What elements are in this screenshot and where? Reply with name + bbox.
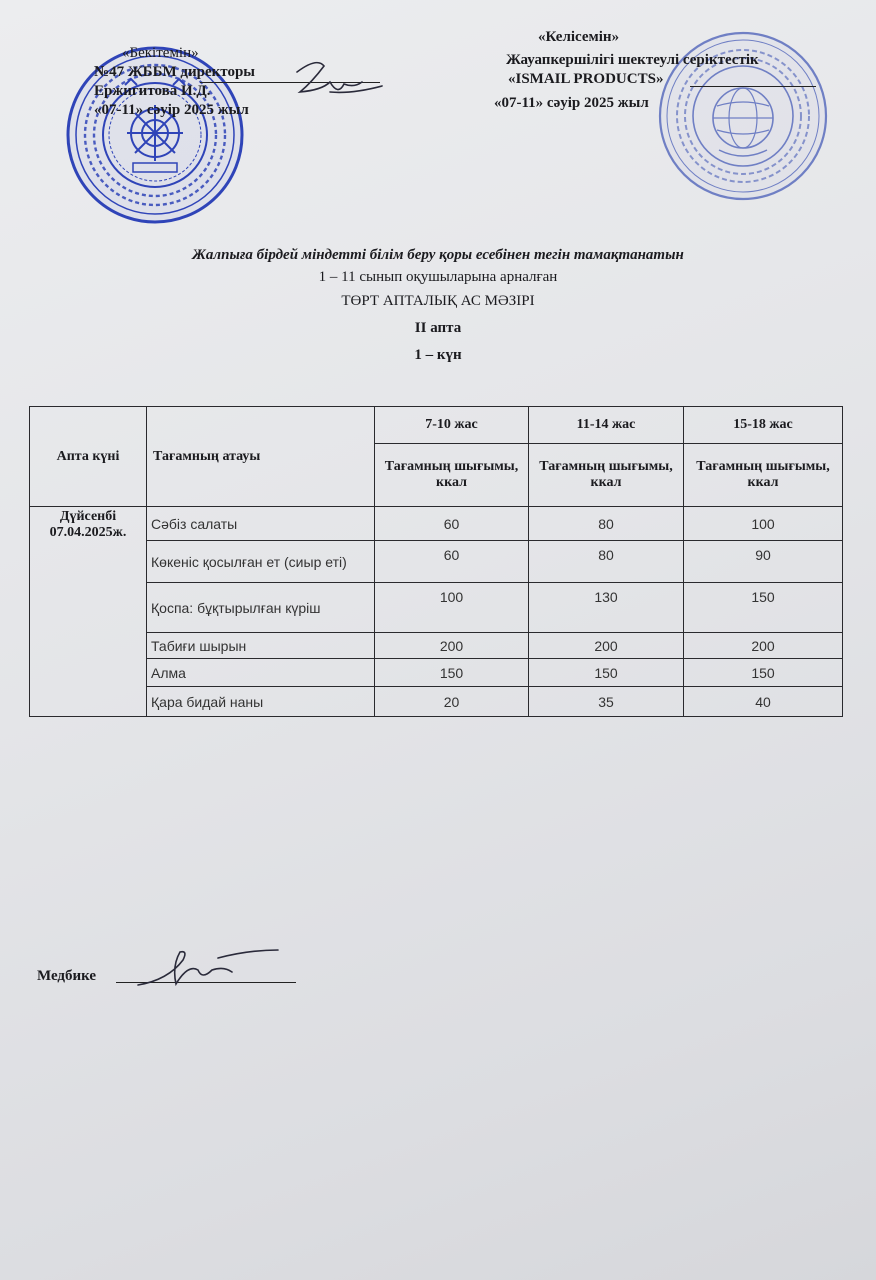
yield-11-14: 150: [529, 659, 684, 687]
yield-7-10: 60: [375, 507, 529, 541]
week-label: ІІ апта: [414, 320, 462, 336]
approve-date: «07-11» сәуір 2025 жыл: [94, 102, 249, 118]
header-age-15-18: 15-18 жас: [684, 407, 843, 444]
table-row: [30, 687, 843, 717]
dish-name: Сәбіз салаты: [147, 507, 375, 541]
yield-15-18: 40: [684, 687, 843, 717]
nurse-signature: [128, 940, 288, 1000]
yield-7-10: 200: [375, 633, 529, 659]
org-type: Жауапкершілігі шектеулі серіктестік: [506, 52, 759, 68]
dish-name: Қоспа: бұқтырылған күріш: [147, 583, 375, 633]
yield-15-18: 200: [684, 633, 843, 659]
agree-date: «07-11» сәуір 2025 жыл: [494, 95, 649, 111]
day-cell: [30, 507, 147, 717]
yield-7-10: 150: [375, 659, 529, 687]
title-line-2: 1 – 11 сынып оқушыларына арналған: [318, 269, 558, 285]
title-line-1: Жалпыға бірдей міндетті білім беру қоры есебінен тегін тамақтанатын: [192, 247, 684, 263]
table-row: [30, 507, 843, 541]
agree-heading: «Келісемін»: [538, 29, 620, 45]
yield-11-14: 35: [529, 687, 684, 717]
title-line-3: ТӨРТ АПТАЛЫҚ АС МӘЗІРІ: [341, 293, 535, 309]
table-row: [30, 633, 843, 659]
menu-table: [29, 406, 843, 717]
approve-heading: «Бекітемін»: [122, 45, 199, 61]
dish-name: Алма: [147, 659, 375, 687]
yield-15-18: 150: [684, 583, 843, 633]
header-dish: Тағамның атауы: [147, 407, 375, 507]
header-yield-1: Тағамның шығымы, ккал: [375, 444, 529, 507]
header-day: Апта күні: [30, 407, 147, 507]
dish-name: Көкеніс қосылған ет (сиыр еті): [147, 541, 375, 583]
yield-15-18: 100: [684, 507, 843, 541]
yield-7-10: 20: [375, 687, 529, 717]
header-yield-3: Тағамның шығымы, ккал: [684, 444, 843, 507]
yield-7-10: 100: [375, 583, 529, 633]
table-row: [30, 659, 843, 687]
dish-name: Қара бидай наны: [147, 687, 375, 717]
day-date: 07.04.2025ж.: [49, 525, 127, 540]
table-row: [30, 583, 843, 633]
yield-15-18: 90: [684, 541, 843, 583]
day-label: 1 – күн: [414, 347, 462, 363]
director-signature: [282, 52, 392, 112]
yield-11-14: 130: [529, 583, 684, 633]
header-yield-2: Тағамның шығымы, ккал: [529, 444, 684, 507]
director-name: Ержигитова И.Д.: [94, 83, 211, 99]
yield-11-14: 80: [529, 541, 684, 583]
header-age-7-10: 7-10 жас: [375, 407, 529, 444]
director-title: №47 ЖББМ директоры: [94, 64, 255, 80]
header-age-11-14: 11-14 жас: [529, 407, 684, 444]
yield-11-14: 200: [529, 633, 684, 659]
yield-7-10: 60: [375, 541, 529, 583]
day-name: Дүйсенбі: [59, 509, 117, 524]
nurse-label: Медбике: [37, 968, 97, 984]
company-signature-line: [690, 86, 816, 87]
dish-name: Табиғи шырын: [147, 633, 375, 659]
company-name: «ISMAIL PRODUCTS»: [508, 71, 664, 87]
yield-15-18: 150: [684, 659, 843, 687]
table-row: [30, 541, 843, 583]
yield-11-14: 80: [529, 507, 684, 541]
